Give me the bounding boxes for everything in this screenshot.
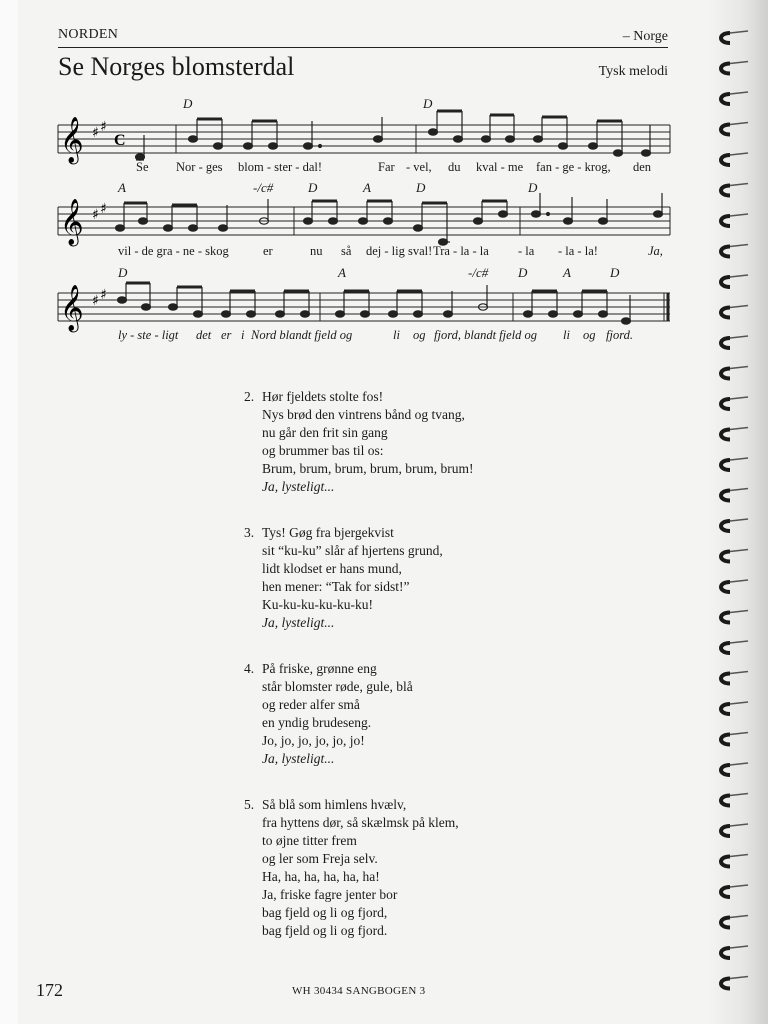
lyric-syllable: dej - lig sval!: [366, 244, 433, 258]
verse-4: [244, 660, 413, 768]
page-number: 172: [36, 980, 63, 1000]
chord-symbol: D: [183, 96, 193, 111]
spiral-binding: [708, 0, 768, 1024]
verse-line: to øjne titter frem: [262, 833, 357, 848]
lyric-syllable: Ja,: [648, 244, 663, 258]
svg-text:♯: ♯: [100, 201, 107, 217]
verse-refrain: Ja, lysteligt...: [262, 479, 335, 494]
svg-text:♯: ♯: [92, 293, 99, 309]
verse-2: [244, 388, 473, 496]
verse-line: Så blå som himlens hvælv,: [262, 797, 407, 812]
verse-line: en yndig brudeseng.: [262, 715, 372, 730]
svg-text:♯: ♯: [100, 287, 107, 303]
lyric-syllable: blom - ster - dal!: [238, 160, 323, 174]
lyric-syllable: og: [413, 328, 426, 342]
verse-line: nu går den frit sin gang: [262, 425, 388, 440]
chord-symbol: D: [518, 265, 528, 280]
lyric-syllable: Nor - ges: [176, 160, 223, 174]
country-label: – Norge: [622, 29, 668, 44]
verse-number: 4.: [244, 661, 255, 676]
lyric-syllable: - la: [518, 244, 535, 258]
chord-symbol: D: [610, 265, 620, 280]
page-edge: [0, 0, 18, 1024]
lyric-syllable: nu: [310, 244, 323, 258]
verse-line: sit “ku-ku” slår af hjertens grund,: [262, 543, 443, 558]
lyric-syllable: - la - la!: [558, 244, 598, 258]
svg-text:𝄞: 𝄞: [60, 285, 84, 331]
song-title: Se Norges blomsterdal: [58, 52, 295, 81]
verse-line: Tys! Gøg fra bjergekvist: [262, 525, 394, 540]
lyric-syllable: Far: [378, 160, 395, 174]
chord-symbol: A: [338, 265, 346, 280]
verse-line: Ha, ha, ha, ha, ha, ha!: [262, 869, 380, 884]
lyric-syllable: li: [393, 328, 400, 342]
chord-symbol: A: [118, 180, 126, 195]
lyric-syllable: i: [241, 328, 245, 342]
chord-symbol: D: [423, 96, 433, 111]
page-header: [58, 27, 668, 48]
lyric-syllable: li: [563, 328, 570, 342]
verse-3: [244, 524, 443, 632]
chord-symbol: D: [118, 265, 128, 280]
verse-line: Jo, jo, jo, jo, jo, jo!: [262, 733, 365, 748]
chord-symbol: -/c#: [253, 180, 274, 195]
lyric-syllable: Se: [136, 160, 149, 174]
lyric-syllable: kval - me: [476, 160, 524, 174]
verse-line: og reder alfer små: [262, 697, 360, 712]
verse-line: bag fjeld og li og fjord,: [262, 905, 388, 920]
lyric-syllable: så: [341, 244, 352, 258]
verse-line: På friske, grønne eng: [262, 661, 377, 676]
svg-text:♯: ♯: [92, 207, 99, 223]
chord-symbol: D: [416, 180, 426, 195]
chord-symbol: A: [363, 180, 371, 195]
lyrics-row-3: [58, 328, 670, 346]
lyrics-row-1: [58, 160, 670, 178]
lyric-syllable: den: [633, 160, 652, 174]
verse-line: hen mener: “Tak for sidst!”: [262, 579, 410, 594]
section-label: NORDEN: [58, 27, 119, 42]
lyric-syllable: fjord.: [606, 328, 633, 342]
verse-line: lidt klodset er hans mund,: [262, 561, 402, 576]
lyrics-row-2: [58, 244, 670, 262]
verse-line: fra hyttens dør, så skælmsk på klem,: [262, 815, 459, 830]
verse-line: Ku-ku-ku-ku-ku-ku!: [262, 597, 373, 612]
verse-number: 2.: [244, 389, 255, 404]
verse-number: 5.: [244, 797, 255, 812]
lyric-syllable: vil - de gra - ne - skog: [118, 244, 229, 258]
publication-code: WH 30434 SANGBOGEN 3: [292, 985, 426, 997]
tune-credit: Tysk melodi: [598, 64, 668, 79]
lyric-syllable: Tra - la - la: [433, 244, 489, 258]
svg-text:♯: ♯: [100, 119, 107, 135]
verse-5: [244, 796, 459, 940]
svg-text:C: C: [114, 132, 126, 149]
verse-number: 3.: [244, 525, 255, 540]
verse-line: Nys brød den vintrens bånd og tvang,: [262, 407, 465, 422]
verse-line: og brummer bas til os:: [262, 443, 384, 458]
lyric-syllable: - vel,: [406, 160, 432, 174]
verse-refrain: Ja, lysteligt...: [262, 615, 335, 630]
lyric-syllable: det: [196, 328, 212, 342]
verse-line: Ja, friske fagre jenter bor: [262, 887, 398, 902]
chord-symbol: A: [563, 265, 571, 280]
chord-symbol: D: [528, 180, 538, 195]
lyric-syllable: du: [448, 160, 461, 174]
chord-symbol: -/c#: [468, 265, 489, 280]
verse-refrain: Ja, lysteligt...: [262, 751, 335, 766]
svg-text:𝄞: 𝄞: [60, 199, 84, 245]
lyric-syllable: ly - ste - ligt: [118, 328, 179, 342]
verse-line: står blomster røde, gule, blå: [262, 679, 413, 694]
verse-line: og ler som Freja selv.: [262, 851, 378, 866]
chord-symbol: D: [308, 180, 318, 195]
verse-line: bag fjeld og li og fjord.: [262, 923, 388, 938]
verse-line: Brum, brum, brum, brum, brum, brum!: [262, 461, 474, 476]
svg-text:♯: ♯: [92, 125, 99, 141]
lyric-syllable: Nord blandt fjeld og: [251, 328, 353, 342]
lyric-syllable: fan - ge - krog,: [536, 160, 611, 174]
lyric-syllable: er: [263, 244, 273, 258]
verse-line: Hør fjeldets stolte fos!: [262, 389, 384, 404]
lyric-syllable: fjord, blandt fjeld og: [434, 328, 538, 342]
lyric-syllable: og: [583, 328, 596, 342]
lyric-syllable: er: [221, 328, 232, 342]
svg-text:𝄞: 𝄞: [60, 117, 84, 163]
